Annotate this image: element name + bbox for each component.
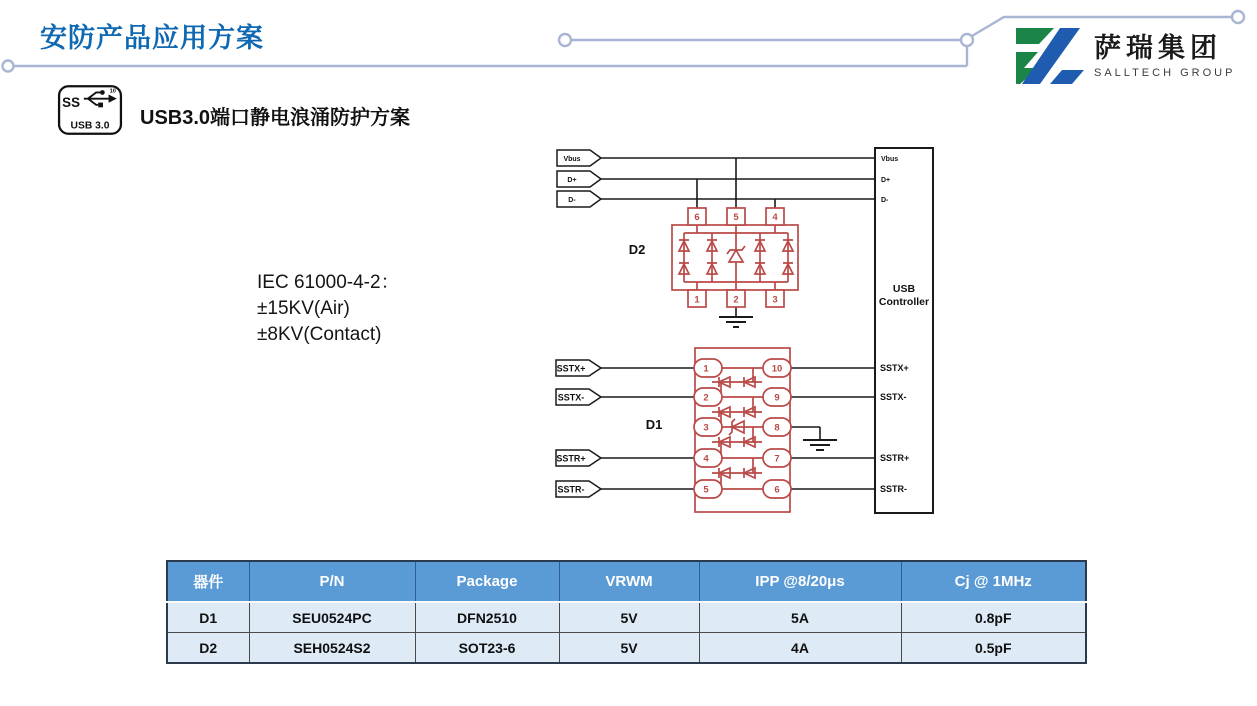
logo-text-block bbox=[1094, 26, 1254, 79]
usb-badge-ss: SS bbox=[62, 94, 81, 110]
controller-pin-sstrm: SSTR- bbox=[880, 484, 907, 494]
svg-text:10: 10 bbox=[771, 363, 783, 375]
controller-pin-dminus: D- bbox=[881, 197, 889, 204]
cell-d1-ipp: 5A bbox=[699, 602, 901, 633]
controller-label-line2: Controller bbox=[878, 296, 930, 308]
col-header-package: Package bbox=[415, 561, 559, 602]
controller-pin-dplus: D+ bbox=[881, 177, 891, 184]
flag-label-sstrm: SSTR- bbox=[557, 484, 585, 495]
controller-pin-sstrp: SSTR+ bbox=[880, 453, 910, 463]
svg-text:4: 4 bbox=[772, 212, 778, 223]
iec-spec-line3: ±8KV(Contact) bbox=[257, 324, 382, 345]
logo-name-en: SALLTECH GROUP bbox=[1094, 67, 1236, 79]
cell-d1-package: DFN2510 bbox=[415, 602, 559, 633]
svg-text:6: 6 bbox=[694, 212, 700, 223]
iec-spec-line1: IEC 61000-4-2： bbox=[257, 272, 400, 293]
cell-d2-cj: 0.5pF bbox=[901, 633, 1086, 664]
svg-text:4: 4 bbox=[703, 453, 709, 465]
svg-text:2: 2 bbox=[733, 294, 739, 306]
col-header-cj: Cj @ 1MHz bbox=[901, 561, 1086, 602]
usb3-icon bbox=[57, 84, 123, 136]
d2-body bbox=[672, 225, 798, 290]
signal-flag-dminus bbox=[557, 191, 601, 207]
d1-label: D1 bbox=[645, 417, 663, 432]
flag-label-sstxp: SSTX+ bbox=[556, 363, 586, 374]
iec-spec-text bbox=[257, 270, 400, 348]
table-header-row bbox=[167, 561, 1086, 602]
cell-d2-ipp: 4A bbox=[699, 633, 901, 664]
page-title: 安防产品应用方案 bbox=[40, 23, 264, 53]
table-row-d1 bbox=[167, 602, 1086, 633]
cell-d1-pn: SEU0524PC bbox=[249, 602, 415, 633]
controller-pin-sstxp: SSTX+ bbox=[880, 363, 909, 373]
usb3-protection-schematic bbox=[540, 140, 960, 540]
signal-flag-dplus bbox=[557, 171, 601, 187]
parts-table bbox=[166, 560, 1087, 664]
svg-text:1: 1 bbox=[694, 294, 700, 306]
ground-symbol-d2 bbox=[719, 317, 753, 327]
table-row-d2 bbox=[167, 633, 1086, 664]
svg-text:2: 2 bbox=[703, 392, 709, 404]
svg-text:1: 1 bbox=[703, 363, 709, 375]
d2-label: D2 bbox=[628, 242, 646, 257]
flag-label-sstrp: SSTR+ bbox=[556, 453, 586, 464]
cell-d2-device: D2 bbox=[167, 633, 249, 664]
controller-pin-sstxm: SSTX- bbox=[880, 392, 907, 402]
cell-d2-package: SOT23-6 bbox=[415, 633, 559, 664]
cell-d1-cj: 0.8pF bbox=[901, 602, 1086, 633]
usb-badge-label: USB 3.0 bbox=[70, 120, 110, 132]
cell-d1-device: D1 bbox=[167, 602, 249, 633]
controller-label-line1: USB bbox=[892, 283, 916, 295]
flag-label-vbus: Vbus bbox=[563, 156, 581, 163]
svg-text:6: 6 bbox=[774, 484, 780, 496]
iec-spec-line2: ±15KV(Air) bbox=[257, 298, 350, 319]
svg-text:8: 8 bbox=[774, 422, 780, 434]
ground-symbol-d1 bbox=[803, 440, 837, 450]
salltech-logo-icon bbox=[1014, 26, 1086, 84]
cell-d2-vrwm: 5V bbox=[559, 633, 699, 664]
flag-label-dminus: D- bbox=[568, 197, 576, 204]
col-header-pn: P/N bbox=[249, 561, 415, 602]
section-heading: USB3.0端口静电浪涌防护方案 bbox=[140, 107, 411, 129]
svg-text:3: 3 bbox=[772, 294, 778, 306]
controller-pin-vbus: Vbus bbox=[881, 156, 899, 163]
usb-badge-ten: 10 bbox=[109, 88, 116, 95]
col-header-device: 器件 bbox=[167, 561, 249, 602]
svg-text:9: 9 bbox=[774, 392, 780, 404]
logo-name-cn: 萨瑞集团 bbox=[1094, 33, 1222, 63]
cell-d1-vrwm: 5V bbox=[559, 602, 699, 633]
flag-label-dplus: D+ bbox=[567, 177, 577, 184]
col-header-ipp: IPP @8/20μs bbox=[699, 561, 901, 602]
cell-d2-pn: SEH0524S2 bbox=[249, 633, 415, 664]
col-header-vrwm: VRWM bbox=[559, 561, 699, 602]
svg-text:5: 5 bbox=[733, 212, 739, 223]
svg-text:3: 3 bbox=[703, 422, 709, 434]
svg-text:7: 7 bbox=[774, 453, 780, 465]
svg-text:5: 5 bbox=[703, 484, 709, 496]
flag-label-sstxm: SSTX- bbox=[557, 392, 585, 403]
